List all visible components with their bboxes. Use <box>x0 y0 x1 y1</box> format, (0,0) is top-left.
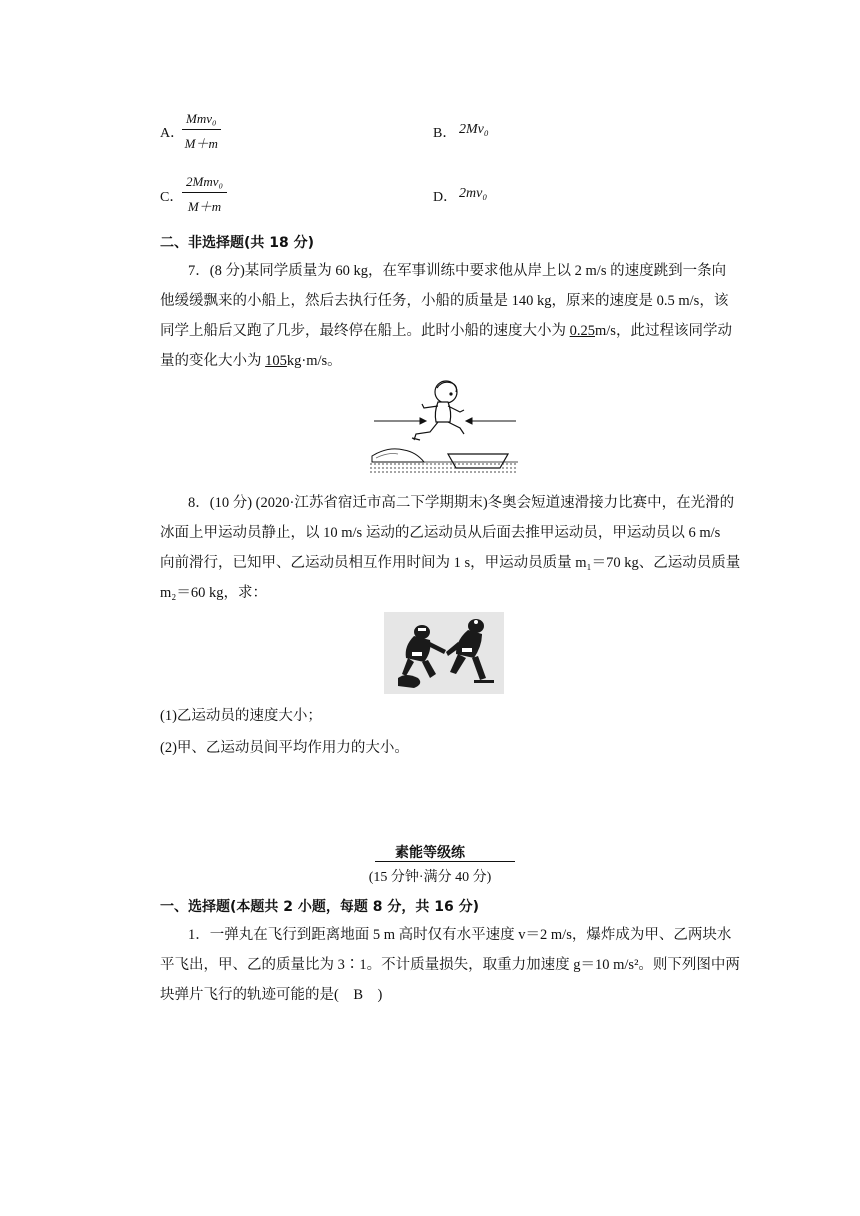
question-1 <box>160 920 740 1010</box>
option-a-denominator: M＋m <box>184 136 218 151</box>
speed-skaters-photo <box>384 612 504 694</box>
q7-line-4-text: 量的变化大小为 <box>160 353 266 369</box>
level-divider <box>375 861 515 862</box>
option-a-numerator: Mmv₀ <box>182 111 221 130</box>
q7-answer-speed: 0.25 <box>569 323 595 339</box>
q7-line-3-tail: m/s，此过程该同学动 <box>595 323 732 339</box>
option-b-letter: B． <box>433 126 457 141</box>
q7-line-1: 7．(8 分)某同学质量为 60 kg，在军事训练中要求他从岸上以 2 m/s 的速度跳到一条向 <box>188 263 727 279</box>
option-b-value: 2Mv₀ <box>459 122 489 137</box>
option-a-fraction <box>182 111 221 152</box>
option-c-fraction <box>182 174 227 215</box>
q1-line-1: 1．一弹丸在飞行到距离地面 5 m 高时仅有水平速度 v＝2 m/s，爆炸成为甲、乙两块水 <box>188 927 732 943</box>
q8-line-2: 冰面上甲运动员静止，以 10 m/s 运动的乙运动员从后面去推甲运动员，甲运动员以 6 m/s <box>160 525 721 541</box>
q7-line-3-text: 同学上船后又跑了几步，最终停在船上。此时小船的速度大小为 <box>160 323 570 339</box>
option-d-letter: D． <box>433 190 458 205</box>
q1-line-3: 块弹片飞行的轨迹可能的是( B ) <box>160 987 383 1003</box>
level-title: 素能等级练 <box>395 845 465 861</box>
option-c-letter: C． <box>160 190 184 205</box>
option-d-value: 2mv₀ <box>459 186 488 201</box>
section-title-choice: 一、选择题(本题共 2 小题，每题 8 分，共 16 分) <box>160 899 480 915</box>
question-7 <box>160 256 732 376</box>
q8-line-4: m₂＝60 kg，求： <box>160 585 267 601</box>
q8-line-3: 向前滑行，已知甲、乙运动员相互作用时间为 1 s，甲运动员质量 m₁＝70 kg、乙运动员质量 <box>160 555 741 571</box>
q7-line-2: 他缓缓飘来的小船上，然后去执行任务，小船的质量是 140 kg，原来的速度是 0.5 m/s，该 <box>160 293 729 309</box>
q7-line-4-tail: kg·m/s。 <box>286 353 342 369</box>
q1-line-2: 平飞出，甲、乙的质量比为 3∶1。不计质量损失，取重力加速度 g＝10 m/s²。则下列图中两 <box>160 957 740 973</box>
option-c-denominator: M＋m <box>187 199 222 214</box>
q8-line-1: 8．(10 分) (2020·江苏省宿迁市高二下学期期末)冬奥会短道速滑接力比赛中，在光滑的 <box>188 495 735 511</box>
q8-sub-1: (1)乙运动员的速度大小； <box>160 708 322 724</box>
question-8 <box>160 488 741 608</box>
jumping-boy-illustration <box>368 378 524 478</box>
q7-answer-momentum: 105 <box>265 353 287 369</box>
q7-line-4 <box>160 346 700 376</box>
q8-sub-2: (2)甲、乙运动员间平均作用力的大小。 <box>160 740 409 756</box>
level-subtitle: (15 分钟·满分 40 分) <box>368 870 492 885</box>
section-title-nonchoice: 二、非选择题(共 18 分) <box>160 235 315 251</box>
option-c-numerator: 2Mmv₀ <box>182 174 227 193</box>
option-a-letter: A． <box>160 126 185 141</box>
q7-line-3 <box>160 316 732 346</box>
